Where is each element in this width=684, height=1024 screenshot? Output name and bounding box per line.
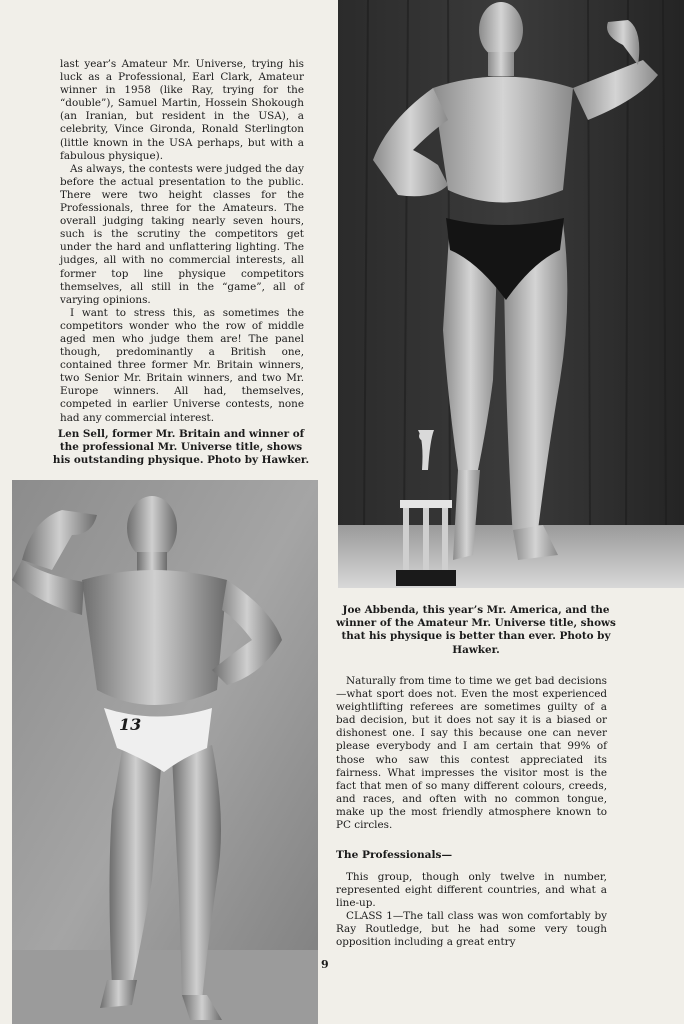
right-paragraph-1: Naturally from time to time we get bad decisions—what sport does not. Even the most experienced weightlifting referees are sometimes guilty of a bad decision, but it does not say it is a biased or dishonest one. I say this because one can never please everybody and I am certain that 99% of those who saw this contest appreciated its fairness. What impresses the visitor most is the fact that men of so many different colours, creeds, and races, and often with no common tongue, make up the most friendly atmosphere known to PC circles. xyxy=(336,675,607,832)
right-column-text-2 xyxy=(336,871,607,950)
contestant-number: 13 xyxy=(119,715,142,734)
left-column-text xyxy=(60,58,304,425)
right-paragraph-2: This group, though only twelve in number, represented eight different countries, and what a line-up. xyxy=(336,871,607,910)
left-paragraph-2: As always, the contests were judged the day before the actual presentation to the public. There were two height classes for the Professionals, three for the Amateurs. The overall judging taking nearly seven hours, such is the scrutiny the competitors get under the hard and unflattering lighting. The judges, all with no commercial interests, all former top line physique competitors themselves, all still in the “game”, all of varying opinions. xyxy=(60,162,304,306)
photo-len-sell xyxy=(12,480,318,1024)
left-paragraph-3: I want to stress this, as sometimes the competitors wonder who the row of middle aged men who judge them are! The panel though, predominantly a British one, contained three former Mr. Britain winners, two Senior Mr. Britain winners, and two Mr. Europe winners. All had, themselves, competed in earlier Universe contests, none had any commercial interest. xyxy=(60,306,304,424)
left-paragraph-1: last year’s Amateur Mr. Universe, trying his luck as a Professional, Earl Clark, Amateur winner in 1958 (like Ray, trying for the “double”), Samuel Martin, Hossein Shokough (an Iranian, but resident in the USA), a celebrity, Vince Gironda, Ronald Sterlington (little known in the USA perhaps, but with a fabulous physique). xyxy=(60,58,304,162)
caption-joe-abbenda: Joe Abbenda, this year’s Mr. America, and the winner of the Amateur Mr. Universe title, shows that his physique is better than ever. Photo by Hawker. xyxy=(336,604,616,656)
photo-joe-abbenda xyxy=(338,0,684,588)
right-column-text xyxy=(336,675,607,832)
section-heading-professionals: The Professionals— xyxy=(336,849,453,861)
caption-len-sell: Len Sell, former Mr. Britain and winner of the professional Mr. Universe title, shows his outstanding physique. Photo by Hawker. xyxy=(52,428,310,467)
page-number: 9 xyxy=(321,958,329,971)
right-paragraph-3: CLASS 1—The tall class was won comfortably by Ray Routledge, but he had some very tough opposition including a great entry xyxy=(336,910,607,949)
